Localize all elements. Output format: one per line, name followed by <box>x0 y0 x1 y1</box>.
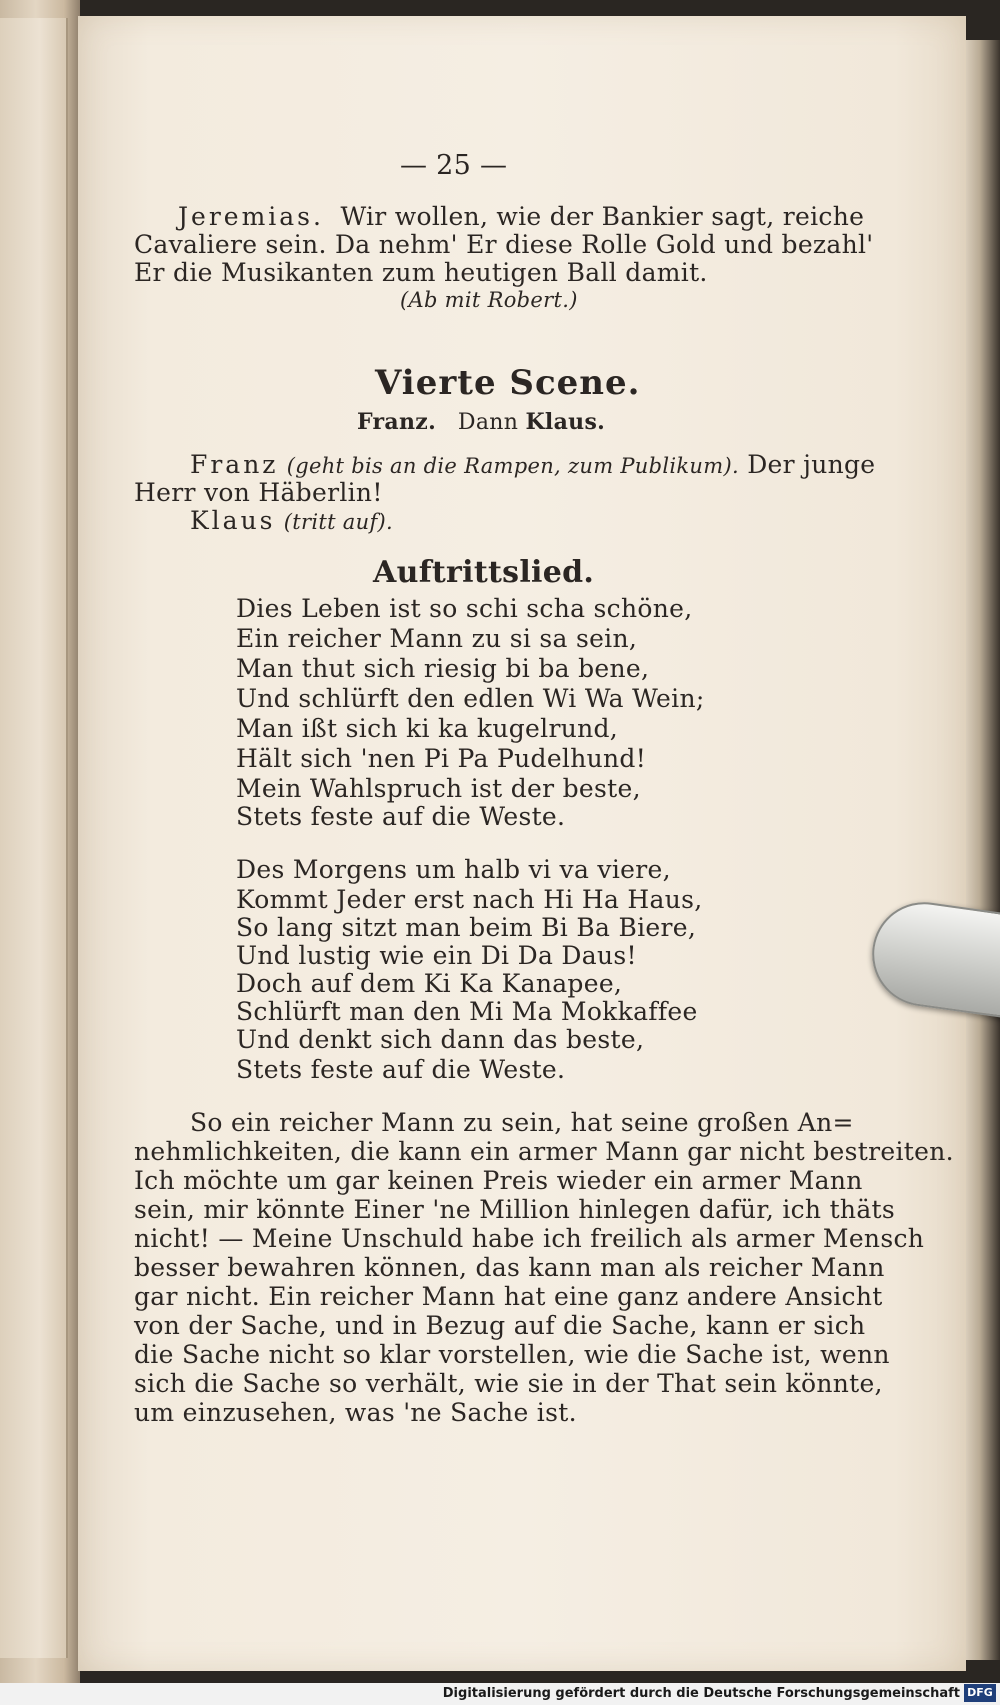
verse-line: Mein Wahlspruch ist der beste, <box>236 774 641 803</box>
dialogue-line: Er die Musikanten zum heutigen Ball damit. <box>134 258 708 287</box>
character-name: Klaus. <box>525 409 606 435</box>
page-number: — 25 — <box>400 150 508 181</box>
verse-line: Hält sich 'nen Pi Pa Pudelhund! <box>236 744 647 773</box>
prose-line: gar nicht. Ein reicher Mann hat eine ganz andere Ansicht <box>134 1282 883 1311</box>
character-name: Franz. <box>357 409 437 435</box>
prose-line: nicht! — Meine Unschuld habe ich freilich als armer Mensch <box>134 1224 925 1253</box>
prose-line: Ich möchte um gar keinen Preis wieder ein armer Mann <box>134 1166 863 1195</box>
dialogue-text: Der junge <box>747 450 876 479</box>
song-title: Auftrittslied. <box>373 555 595 590</box>
prose-line: nehmlichkeiten, die kann ein armer Mann gar nicht bestreiten. <box>134 1137 954 1166</box>
left-page-edge <box>0 18 68 1658</box>
verse-line: Des Morgens um halb vi va viere, <box>236 855 671 884</box>
stage-direction: (geht bis an die Rampen, zum Publikum). <box>286 454 739 478</box>
prose-line: sein, mir könnte Einer 'ne Million hinlegen dafür, ich thäts <box>134 1195 896 1224</box>
verse-line: So lang sitzt man beim Bi Ba Biere, <box>236 913 697 942</box>
speaker-name: Jeremias. <box>178 202 324 231</box>
dialogue-text: Wir wollen, wie der Bankier sagt, reiche <box>340 202 865 231</box>
verse-line: Und denkt sich dann das beste, <box>236 1025 645 1054</box>
verse-line: Doch auf dem Ki Ka Kanapee, <box>236 969 623 998</box>
dialogue-line: Herr von Häberlin! <box>134 478 383 507</box>
prose-line: von der Sache, und in Bezug auf die Sache, kann er sich <box>134 1311 866 1340</box>
dialogue-line <box>190 506 393 535</box>
dialogue-line <box>178 202 864 231</box>
stage-direction: (tritt auf). <box>283 510 393 534</box>
dfg-logo: DFG <box>964 1684 996 1702</box>
verse-line: Stets feste auf die Weste. <box>236 1055 566 1084</box>
scene-title: Vierte Scene. <box>375 363 641 403</box>
prose-line: die Sache nicht so klar vorstellen, wie die Sache ist, wenn <box>134 1340 890 1369</box>
speaker-name: Klaus <box>190 506 276 535</box>
prose-line: um einzusehen, was 'ne Sache ist. <box>134 1398 577 1427</box>
verse-line: Man ißt sich ki ka kugelrund, <box>236 714 619 743</box>
page-edge-shadow <box>966 40 1000 1660</box>
verse-line: Man thut sich riesig bi ba bene, <box>236 654 650 683</box>
stage-direction: (Ab mit Robert.) <box>400 288 578 312</box>
prose-line: So ein reicher Mann zu sein, hat seine großen An= <box>190 1108 854 1137</box>
prose-line: sich die Sache so verhält, wie sie in der That sein könnte, <box>134 1369 883 1398</box>
verse-line: Ein reicher Mann zu si sa sein, <box>236 624 638 653</box>
funding-credit: Digitalisierung gefördert durch die Deutsche Forschungsgemeinschaft <box>442 1686 960 1701</box>
speaker-name: Franz <box>190 450 279 479</box>
verse-line: Schlürft man den Mi Ma Mokkaffee <box>236 997 698 1026</box>
prose-line: besser bewahren können, das kann man als reicher Mann <box>134 1253 885 1282</box>
verse-line: Kommt Jeder erst nach Hi Ha Haus, <box>236 885 703 914</box>
scene-characters <box>357 409 605 435</box>
verse-line: Stets feste auf die Weste. <box>236 802 566 831</box>
dialogue-line <box>190 450 875 479</box>
connector-text: Dann <box>457 410 519 435</box>
verse-line: Und schlürft den edlen Wi Wa Wein; <box>236 684 705 713</box>
dialogue-line: Cavaliere sein. Da nehm' Er diese Rolle Gold und bezahl' <box>134 230 874 259</box>
verse-line: Und lustig wie ein Di Da Daus! <box>236 941 637 970</box>
verse-line: Dies Leben ist so schi scha schöne, <box>236 594 693 623</box>
